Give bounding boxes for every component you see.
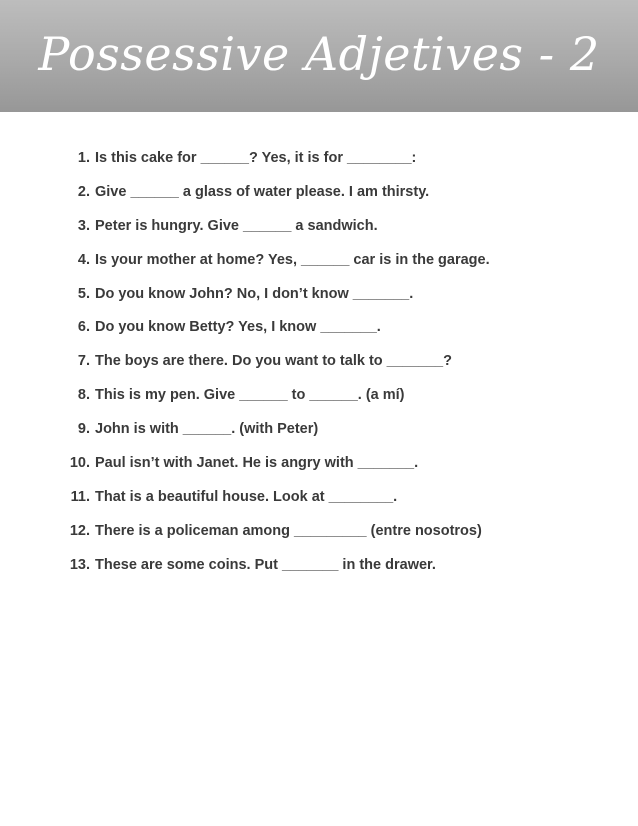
item-number: 7. [77, 353, 90, 370]
item-number: 5. [77, 285, 90, 302]
item-text: The boys are there. Do you want to talk to _______? [95, 353, 452, 370]
item-number: 2. [77, 183, 90, 200]
item-text: That is a beautiful house. Look at ________. [95, 488, 398, 505]
exercise-item [64, 455, 490, 489]
exercise-item [64, 387, 490, 421]
item-number: 12. [69, 522, 90, 539]
exercise-item [64, 353, 490, 387]
item-text: Is your mother at home? Yes, ______ car is in the garage. [95, 251, 490, 268]
item-text: This is my pen. Give ______ to ______. (a mí) [95, 387, 405, 404]
exercise-item [64, 421, 490, 455]
item-number: 6. [77, 319, 90, 336]
item-text: Is this cake for ______? Yes, it is for ________: [95, 150, 417, 166]
exercise-item [64, 523, 490, 557]
item-text: Give ______ a glass of water please. I am thirsty. [95, 183, 430, 200]
exercise-item [64, 557, 490, 591]
exercise-item [64, 489, 490, 523]
item-text: Peter is hungry. Give ______ a sandwich. [95, 217, 378, 234]
page-title: Possessive Adjetives - 2 [38, 27, 600, 81]
exercise-item [64, 150, 490, 184]
exercise-item [64, 252, 490, 286]
item-text: These are some coins. Put _______ in the drawer. [95, 556, 436, 573]
exercise-item [64, 218, 490, 252]
exercise-list [64, 150, 490, 591]
title-banner [0, 0, 638, 112]
exercise-item [64, 286, 490, 320]
item-text: There is a policeman among _________ (entre nosotros) [95, 522, 482, 539]
item-text: Do you know Betty? Yes, I know _______. [95, 319, 381, 336]
item-text: John is with ______. (with Peter) [95, 421, 319, 438]
item-number: 11. [70, 488, 90, 505]
exercise-item [64, 319, 490, 353]
item-text: Paul isn’t with Janet. He is angry with _______. [95, 455, 419, 472]
item-number: 1. [77, 150, 90, 166]
item-number: 13. [69, 556, 90, 573]
exercise-item [64, 184, 490, 218]
item-number: 9. [77, 421, 90, 438]
item-number: 4. [77, 251, 90, 268]
item-number: 3. [77, 217, 90, 234]
item-number: 8. [77, 387, 90, 404]
item-number: 10. [69, 455, 90, 472]
item-text: Do you know John? No, I don’t know _______. [95, 285, 414, 302]
